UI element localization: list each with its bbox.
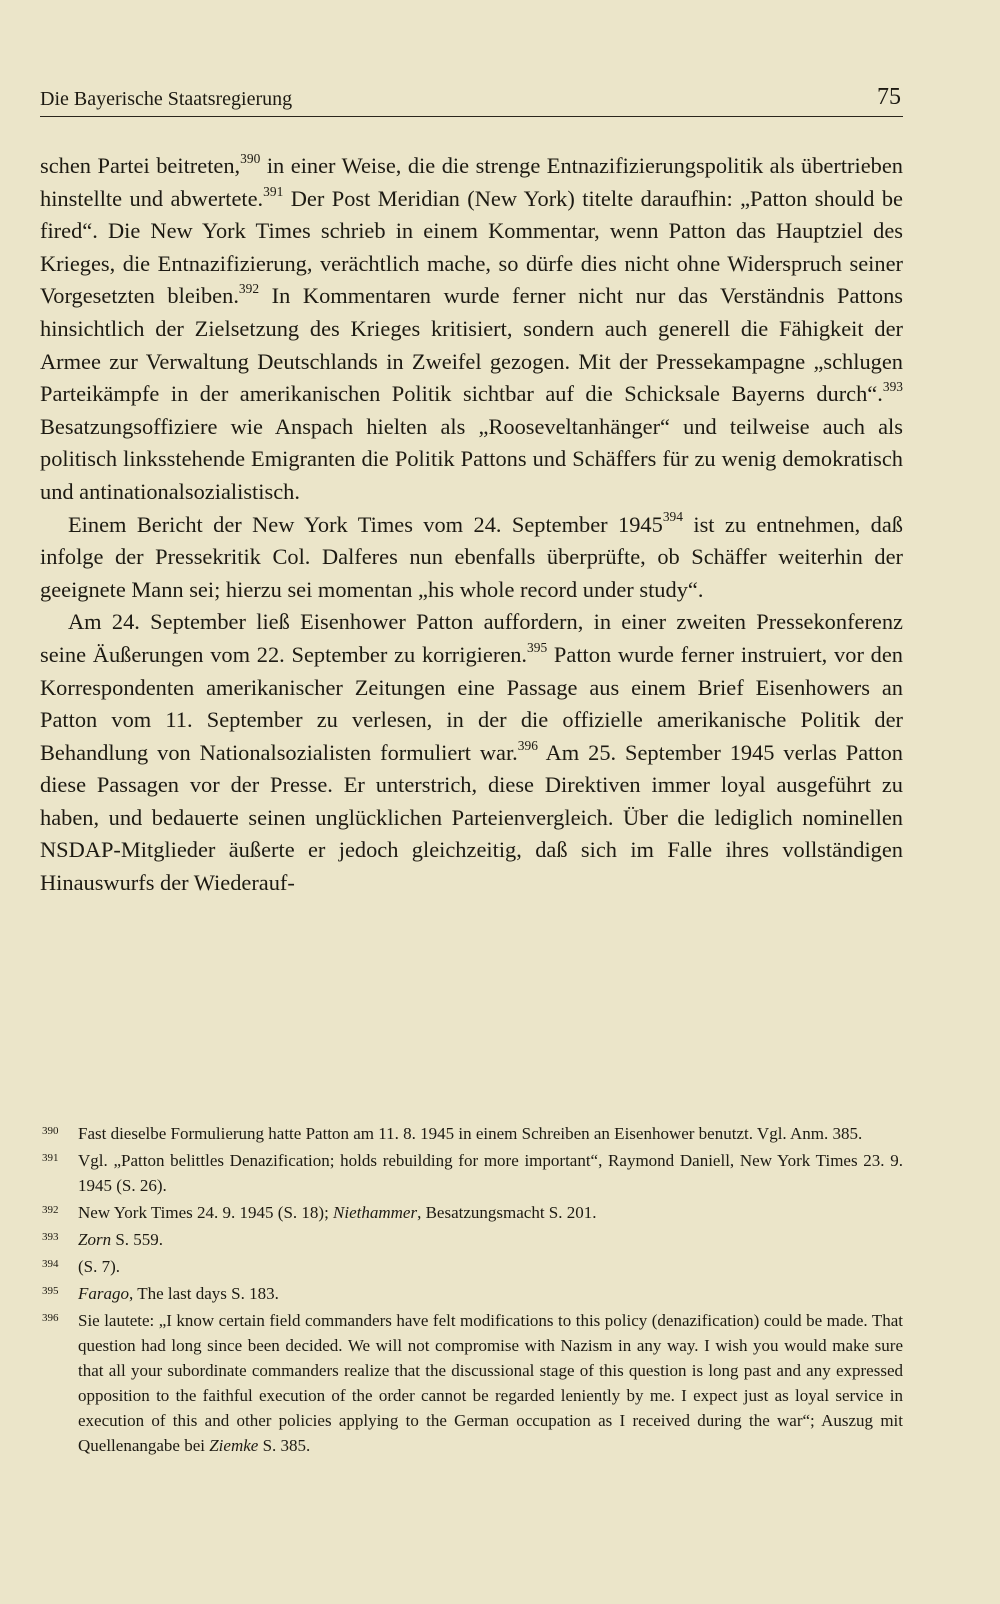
footnote-394 [40, 1254, 903, 1279]
text-run: ist zu entnehmen, daß infolge der Pressekritik Col. Dalferes nun ebenfalls überprüfte, ob Schäffer weiterhin der geeignete Mann sei; hierzu sei momentan „his whole record under study“. [40, 511, 903, 602]
text-run: Am 25. September 1945 verlas Patton diese Passagen vor der Presse. Er unterstrich, diese Direktiven immer loyal ausgeführt zu haben, und bedauerte seinen unglücklichen Parteienvergleich. Über die lediglich nominellen NSDAP-Mitglieder äußerte er jedoch gleichzeitig, daß sich im Falle ihres vollständigen Hinauswurfs der Wiederauf- [40, 739, 903, 896]
footnote-ref: 390 [240, 150, 261, 166]
text-run: Besatzungsoffiziere wie Anspach hielten als „Rooseveltanhänger“ und teilweise auch als politisch linksstehende Emigranten die Politik Pattons und Schäffers für zu wenig demokratisch und antinationalsozialistisch. [40, 413, 903, 504]
author-name: Niethammer [333, 1203, 418, 1222]
footnote-number: 390 [42, 1125, 59, 1137]
footnote-ref: 394 [662, 509, 683, 525]
running-head-title: Die Bayerische Staatsregierung [40, 88, 293, 110]
main-text [40, 150, 903, 900]
footnote-text: S. 559. [111, 1230, 164, 1249]
footnote-number: 391 [42, 1152, 59, 1164]
text-run: Der Post Meridian (New York) titelte daraufhin: „Patton should be fired“. Die New York Times schrieb in einem Kommentar, wenn Patton das Hauptziel des Krieges, die Entnazifizierung, verächtlich mache, so dürfe dies nicht ohne Widerspruch seiner Vorgesetzten bleiben. [40, 185, 903, 309]
footnote-391 [40, 1148, 903, 1198]
footnote-text: S. 385. [258, 1436, 311, 1455]
footnote-text: (S. 7). [78, 1257, 121, 1276]
text-run: schen Partei beitreten, [40, 153, 241, 178]
footnote-number: 393 [42, 1231, 59, 1243]
text-run: in einer Weise, die die strenge Entnazifizierungspolitik als übertrieben hinstellte und abwertete. [40, 153, 903, 211]
footnote-text: Sie lautete: „I know certain field commanders have felt modifications to this policy (denazification) could be made. That question had long since been decided. We will not compromise with Nazism in any way. I wish you would make sure that all your subordinate commanders realize that the discussional stage of this question is long past and any expressed opposition to the faithful execution of the order cannot be regarded leniently by me. I expect just as loyal service in execution of this and other policies applying to the German occupation as I received during the war“; Auszug mit Quellenangabe bei [78, 1311, 903, 1455]
footnote-392 [40, 1200, 903, 1225]
footnote-395 [40, 1281, 903, 1306]
footnote-text: New York Times 24. 9. 1945 (S. 18); [78, 1203, 334, 1222]
footnote-text: Fast dieselbe Formulierung hatte Patton am 11. 8. 1945 in einem Schreiben an Eisenhower benutzt. Vgl. Anm. 385. [78, 1124, 863, 1143]
author-name: Farago [78, 1284, 129, 1303]
footnote-number: 396 [42, 1312, 59, 1324]
author-name: Ziemke [209, 1436, 259, 1455]
paragraph-1 [40, 150, 903, 509]
footnote-text: , Besatzungsmacht S. 201. [417, 1203, 597, 1222]
footnote-ref: 395 [527, 639, 548, 655]
author-name: Zorn [78, 1230, 112, 1249]
footnote-396 [40, 1308, 903, 1458]
footnote-390 [40, 1121, 903, 1146]
text-run: Patton wurde ferner instruiert, vor den Korrespondenten amerikanischer Zeitungen eine Passage aus einem Brief Eisenhowers an Patton vom 11. September zu verlesen, in der die offizielle amerikanische Politik der Behandlung von Nationalsozialisten formuliert war. [40, 641, 903, 765]
footnote-ref: 393 [882, 379, 903, 395]
text-run: In Kommentaren wurde ferner nicht nur das Verständnis Pattons hinsichtlich der Zielsetzung des Krieges kritisiert, sondern auch generell die Fähigkeit der Armee zur Verwaltung Deutschlands in Zweifel gezogen. Mit der Pressekampagne „schlugen Parteikämpfe in der amerikanischen Politik sichtbar auf die Schicksale Bayerns durch“. [40, 283, 903, 407]
footnote-ref: 391 [263, 183, 284, 199]
text-run: Einem Bericht der New York Times vom 24. September 1945 [68, 511, 663, 537]
footnote-number: 394 [42, 1258, 59, 1270]
footnote-text: Vgl. „Patton belittles Denazification; holds rebuilding for more important“, Raymond Daniell, New York Times 23. 9. 1945 (S. 26). [78, 1151, 903, 1195]
running-head [40, 86, 903, 117]
footnote-number: 392 [42, 1204, 59, 1216]
paragraph-2 [40, 509, 903, 607]
footnote-text: , The last days S. 183. [129, 1284, 279, 1303]
text-run: Am 24. September ließ Eisenhower Patton auffordern, in einer zweiten Pressekonferenz seine Äußerungen vom 22. September zu korrigieren. [40, 609, 903, 667]
footnote-number: 395 [42, 1285, 59, 1297]
footnotes [40, 1121, 903, 1458]
footnote-393 [40, 1227, 903, 1252]
page-number: 75 [877, 84, 901, 110]
paragraph-3 [40, 606, 903, 899]
footnote-ref: 392 [238, 281, 260, 297]
footnote-ref: 396 [517, 737, 538, 753]
